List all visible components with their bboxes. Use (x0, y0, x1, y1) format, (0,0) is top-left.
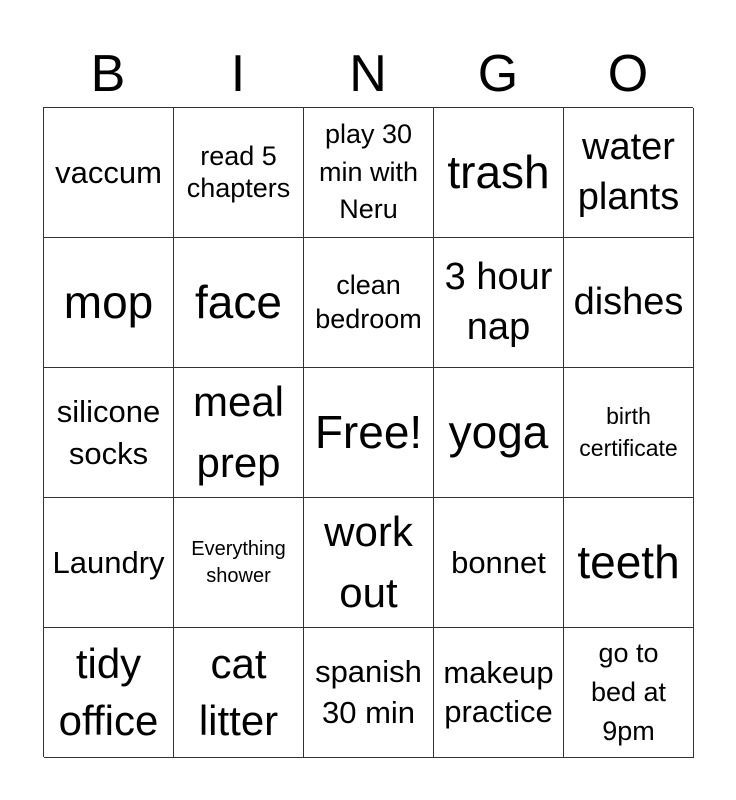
bingo-cell-i3[interactable] (174, 368, 304, 498)
bingo-cell-i4[interactable] (174, 498, 304, 628)
cell-label: meal prep (192, 377, 285, 486)
header-letter-o: O (607, 45, 649, 103)
cell-label: cat litter (198, 639, 279, 744)
cell-label: water plants (577, 126, 680, 218)
bingo-cell-o1[interactable] (564, 108, 694, 238)
bingo-cell-n4[interactable] (304, 498, 434, 628)
cell-label: play 30 min with Neru (318, 118, 419, 225)
bingo-cell-b2[interactable] (44, 238, 174, 368)
bingo-cell-b4[interactable] (44, 498, 174, 628)
cell-label: mop (63, 276, 154, 329)
bingo-cell-n5[interactable] (304, 628, 434, 758)
bingo-cell-n1[interactable] (304, 108, 434, 238)
bingo-cell-b1[interactable] (44, 108, 174, 238)
bingo-cell-n3[interactable] (304, 368, 434, 498)
cell-label: Everything shower (191, 537, 286, 587)
cell-label: go to bed at 9pm (590, 637, 667, 747)
bingo-cell-g1[interactable] (434, 108, 564, 238)
cell-label: read 5 chapters (186, 141, 291, 203)
bingo-cell-o5[interactable] (564, 628, 694, 758)
bingo-cell-n2[interactable] (304, 238, 434, 368)
bingo-cell-g3[interactable] (434, 368, 564, 498)
bingo-cell-b3[interactable] (44, 368, 174, 498)
cell-label: trash (447, 146, 550, 199)
bingo-cell-o4[interactable] (564, 498, 694, 628)
cell-label: Laundry (52, 544, 165, 580)
cell-label: tidy office (58, 639, 159, 744)
header-letter-b: B (90, 45, 126, 103)
bingo-cell-b5[interactable] (44, 628, 174, 758)
header-letter-g: G (477, 45, 519, 103)
cell-label: vaccum (55, 154, 162, 190)
cell-label: spanish 30 min (315, 654, 422, 730)
cell-label: birth certificate (579, 403, 678, 461)
bingo-cell-i1[interactable] (174, 108, 304, 238)
bingo-cell-o3[interactable] (564, 368, 694, 498)
bingo-cell-i5[interactable] (174, 628, 304, 758)
header-letter-i: I (230, 45, 246, 103)
cell-label: Free! (314, 406, 423, 459)
cell-label: work out (324, 507, 413, 616)
cell-label: dishes (573, 280, 684, 323)
bingo-board (43, 107, 693, 757)
header-letter-n: N (349, 45, 387, 103)
bingo-header (43, 40, 693, 108)
bingo-cell-g5[interactable] (434, 628, 564, 758)
cell-label: clean bedroom (315, 269, 422, 334)
cell-label: yoga (448, 406, 549, 459)
bingo-cell-o2[interactable] (564, 238, 694, 368)
cell-label: bonnet (451, 544, 546, 580)
cell-label: 3 hour nap (444, 256, 553, 348)
bingo-cell-g2[interactable] (434, 238, 564, 368)
bingo-cell-i2[interactable] (174, 238, 304, 368)
bingo-cell-g4[interactable] (434, 498, 564, 628)
cell-label: makeup practice (443, 654, 554, 729)
cell-label: silicone socks (56, 393, 161, 471)
cell-label: face (195, 276, 282, 329)
cell-label: teeth (577, 536, 680, 589)
